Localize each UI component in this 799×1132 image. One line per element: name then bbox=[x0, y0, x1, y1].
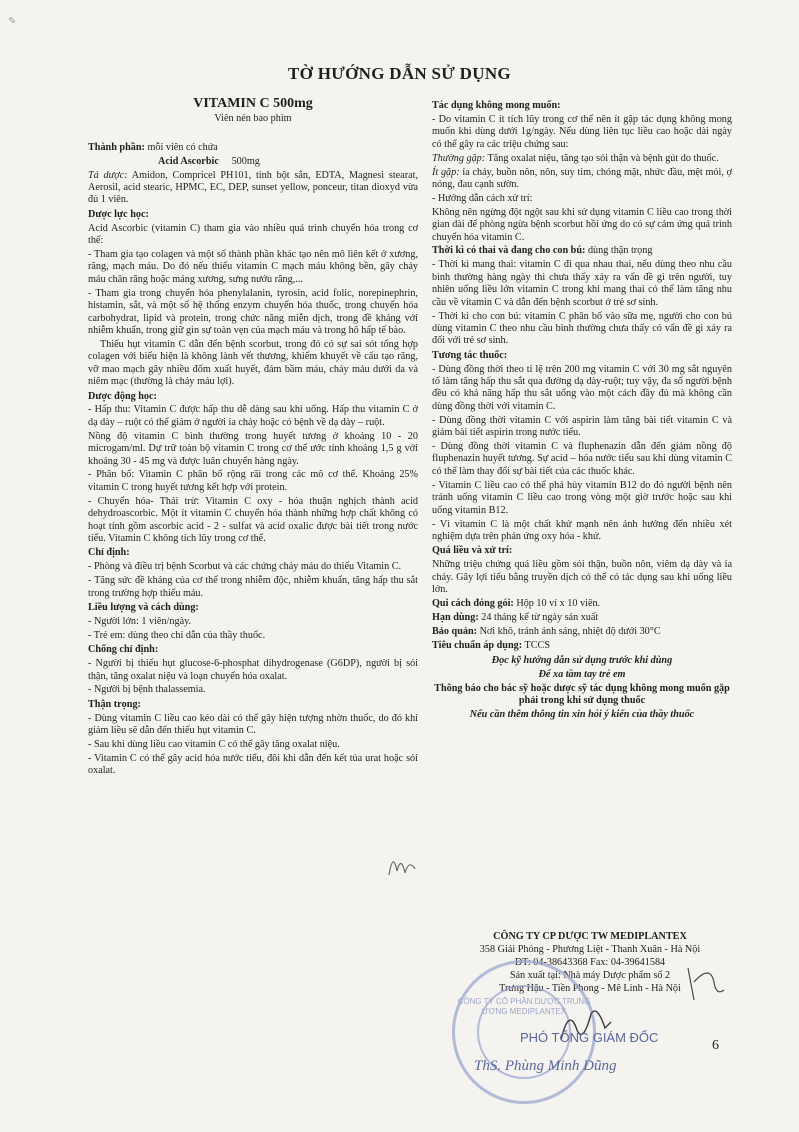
stamp-text: CÔNG TY CỔ PHẦN DƯỢC TRUNG ƯƠNG MEDIPLANTEX bbox=[457, 997, 591, 1016]
interaction-3: - Dùng đồng thời vitamin C và fluphenazin dẫn đến giảm nồng độ fluphenazin huyết tương. Sự acid – hóa nước tiểu sau khi dùng vitamin C có thể làm thay đổi sự bài tiết của các thuốc khác. bbox=[432, 441, 732, 477]
adverse-rare-label: Ít gặp: bbox=[432, 166, 460, 178]
adverse-rare-text: ỉa chảy, buồn nôn, nôn, suy tim, chóng mặt, nhức đầu, mệt mỏi, ợ nóng, đau cạnh sườn. bbox=[432, 166, 732, 190]
excipient-text: Amidon, Compricel PH101, tinh bột sắn, EDTA, Magnesi stearat, Aerosil, acid stearic, HPMC, EC, DEP, sunset yellow, ponceur, titan dioxyd vừa đủ 1 viên. bbox=[88, 169, 419, 206]
pk-paragraph-2: Nồng độ vitamin C bình thường trong huyết tương ở khoảng 10 - 20 microgam/ml. Dự trữ toàn bộ vitamin C trong cơ thể ước tính khoảng 1,5 g với khoảng 30 - 45 mg và được luân chuyển hàng ngày. bbox=[88, 430, 418, 467]
storage-label: Bảo quản: bbox=[432, 625, 478, 637]
initials-signature-left bbox=[385, 845, 425, 885]
pharmacodynamics-heading: Dược lực học: bbox=[88, 208, 149, 220]
active-line bbox=[88, 156, 418, 168]
interaction-1: - Dùng đồng thời theo tỉ lệ trên 200 mg vitamin C với 30 mg sắt nguyên tố làm tăng hấp thu sắt qua đường dạ dày-ruột; tuy vậy, đa số người bệnh đều có khả năng hấp thu sắt uống vào một cách đầy đủ mà không cần dùng đồng thời với vitamin C. bbox=[432, 363, 732, 412]
expiry-label: Hạn dùng: bbox=[432, 611, 479, 623]
document-title: TỜ HƯỚNG DẪN SỬ DỤNG bbox=[288, 64, 511, 83]
pregnancy-heading-line bbox=[432, 245, 732, 257]
product-form: Viên nén bao phim bbox=[214, 113, 292, 125]
pd-paragraph-2: - Tham gia tạo colagen và một số thành phần khác tạo nên mô liên kết ở xương, răng, mạch máu. Do đó nếu thiếu vitamin C mạch máu không bền, gây chảy máu chân răng hoặc mảng xương, sưng nướu răng,... bbox=[88, 249, 418, 285]
excipient-label: Tá dược: bbox=[88, 169, 128, 181]
indication-1: - Phòng và điều trị bệnh Scorbut và các chứng chảy máu do thiếu Vitamin C. bbox=[88, 561, 402, 573]
packaging-line bbox=[432, 598, 732, 610]
pregnancy-heading: Thời kì có thai và đang cho con bú: bbox=[432, 245, 586, 257]
caution-1: - Dùng vitamin C liều cao kéo dài có thể gây hiện tượng nhờn thuốc, do đó khi giảm liều sẽ dẫn đến thiếu hụt vitamin C. bbox=[88, 712, 418, 737]
composition-text: mỗi viên có chứa bbox=[147, 141, 218, 153]
pharmacokinetics-heading: Dược động học: bbox=[88, 390, 157, 402]
caution-heading: Thận trọng: bbox=[88, 698, 141, 710]
pregnancy-2: - Thời kì cho con bú: vitamin C phân bố vào sữa mẹ, người cho con bú dùng vitamin C theo nhu cầu bình thường chưa thấy có vấn đề gì xảy ra đối với trẻ sơ sinh. bbox=[432, 310, 732, 347]
pk-paragraph-3: - Phân bố: Vitamin C phân bố rộng rãi trong các mô cơ thể. Khoảng 25% vitamin C trong huyết tương kết hợp với protein. bbox=[88, 469, 418, 493]
standard-label: Tiêu chuẩn áp dụng: bbox=[432, 639, 523, 651]
company-factory-address: Trưng Hậu - Tiền Phong - Mê Linh - Hà Nội bbox=[499, 983, 681, 994]
standard-line bbox=[432, 640, 732, 652]
caution-3: - Vitamin C có thể gây acid hóa nước tiểu, đôi khi dẫn đến kết tủa urat hoặc sỏi oxalat. bbox=[88, 753, 418, 777]
contraindication-2: - Người bị bệnh thalassemia. bbox=[88, 684, 206, 696]
product-name: VITAMIN C 500mg bbox=[193, 96, 313, 111]
warning-report-effects: Thông báo cho bác sỹ hoặc dược sỹ tác dụng không mong muốn gặp phải trong khi sử dụng thuốc bbox=[434, 682, 730, 707]
pd-paragraph-1: Acid Ascorbic (vitamin C) tham gia vào nhiều quá trình chuyển hóa trong cơ thể: bbox=[88, 222, 418, 247]
adverse-effects-heading: Tác dụng không mong muốn: bbox=[432, 100, 561, 111]
indication-2: - Tăng sức đề kháng của cơ thể trong nhiễm độc, nhiễm khuẩn, tăng hấp thu sắt trong trường hợp thiếu máu. bbox=[88, 575, 418, 599]
adverse-handling-heading: - Hướng dẫn cách xử trí: bbox=[432, 192, 533, 204]
indication-heading: Chỉ định: bbox=[88, 547, 130, 559]
adverse-common-text: Tăng oxalat niệu, tăng tạo sỏi thận và bệnh gút do thuốc. bbox=[487, 152, 719, 164]
interaction-5: - Vì vitamin C là một chất khử mạnh nên ảnh hưởng đến nhiều xét nghiệm dựa trên phản ứng oxy hóa - khử. bbox=[432, 518, 732, 542]
interaction-4: - Vitamin C liều cao có thể phá hủy vitamin B12 do đó người bệnh nên tránh uống vitamin C liều cao trong vòng một giờ trước hoặc sau khi uống vitamin B12. bbox=[432, 479, 732, 516]
pregnancy-heading-tail: dùng thận trọng bbox=[587, 245, 653, 257]
storage-text: Nơi khô, tránh ánh sáng, nhiệt độ dưới 30°C bbox=[479, 625, 661, 637]
warning-read-instructions: Đọc kỹ hướng dẫn sử dụng trước khi dùng bbox=[491, 655, 673, 667]
company-phone: ĐT: 04-38643368 Fax: 04-39641584 bbox=[514, 957, 666, 968]
storage-line bbox=[432, 626, 732, 638]
active-amount: 500mg bbox=[231, 155, 260, 167]
company-address: 358 Giải Phóng - Phương Liệt - Thanh Xuân - Hà Nội bbox=[479, 944, 701, 955]
pd-paragraph-3: - Tham gia trong chuyển hóa phenylalanin, tyrosin, acid folic, norepinephrin, histamin, sắt, và một số hệ thống enzym chuyển hóa thuốc, trong chuyển hóa carbohydrat, lipid và protein, trong chức năng miễn dịch, trong đề kháng với nhiễm khuẩn, trong giữ gìn sự toàn vẹn của mạch máu và trong hô hấp tế bào. bbox=[88, 287, 418, 336]
adverse-rare-line bbox=[432, 167, 732, 192]
adverse-common-line bbox=[432, 153, 732, 165]
adverse-effects-1: - Do vitamin C ít tích lũy trong cơ thể nên ít gặp tác dụng không mong muốn khi dùng dưới 1g/ngày. Nếu dùng liên tục liều cao hoặc dài ngày có thể gây ra các triệu chứng sau: bbox=[432, 113, 732, 150]
expiry-text: 24 tháng kể từ ngày sản xuất bbox=[481, 611, 599, 623]
adverse-common-label: Thường gặp: bbox=[432, 152, 486, 164]
director-title: PHÓ TỔNG GIÁM ĐỐC bbox=[520, 1030, 659, 1045]
excipient-line bbox=[88, 170, 418, 207]
interaction-2: - Dùng đồng thời vitamin C với aspirin làm tăng bài tiết vitamin C và giảm bài tiết aspirin trong nước tiểu. bbox=[432, 414, 732, 439]
dosage-2: - Trẻ em: dùng theo chỉ dẫn của thầy thuốc. bbox=[88, 629, 266, 641]
active-name: Acid Ascorbic bbox=[158, 155, 219, 167]
interaction-heading: Tương tác thuốc: bbox=[432, 349, 508, 361]
overdose-text: Những triệu chứng quá liều gồm sỏi thận, buồn nôn, viêm dạ dày và ỉa chảy. Gây lợi tiểu bằng truyền dịch có thể có tác dụng sau khi uống liều lớn. bbox=[432, 559, 732, 596]
pk-paragraph-1: - Hấp thu: Vitamin C được hấp thu dễ dàng sau khi uống. Hấp thu vitamin C ở dạ dày – ruột có thể giảm ở người ỉa chảy hoặc có bệnh về dạ dày – ruột. bbox=[88, 404, 418, 428]
page-number: 6 bbox=[712, 1038, 719, 1053]
dosage-1: - Người lớn: 1 viên/ngày. bbox=[88, 615, 192, 627]
company-name: CÔNG TY CP DƯỢC TW MEDIPLANTEX bbox=[493, 931, 687, 942]
overdose-heading: Quá liều và xử trí: bbox=[432, 545, 513, 557]
warning-ask-doctor: Nếu cần thêm thông tin xin hỏi ý kiến của thầy thuốc bbox=[469, 709, 695, 721]
pregnancy-1: - Thời kì mang thai: vitamin C đi qua nhau thai, nếu dùng theo nhu cầu bình thường hàng ngày thì chưa thấy xảy ra vấn đề gì trên người, tuy nhiên uống liều lớn vitamin C trong khi mang thai có thể làm tăng nhu cầu về vitamin C và dẫn đến bệnh scorbut ở trẻ sơ sinh. bbox=[432, 259, 732, 308]
adverse-handling-text: Không nên ngừng đột ngột sau khi sử dụng vitamin C liều cao trong thời gian dài để phòng ngừa bệnh scorbut hồi ứng do có sự cảm ứng quá trình chuyển hóa vitamin C. bbox=[432, 206, 732, 243]
left-column bbox=[88, 98, 418, 779]
corner-scan-mark: ✎ bbox=[8, 16, 17, 27]
pk-paragraph-4: - Chuyển hóa- Thải trừ: Vitamin C oxy - hóa thuận nghịch thành acid dehydroascorbic. Một ít vitamin C chuyển hóa thành những hợp chất không có hoạt tính gồm ascorbic acid - 2 - sulfat và acid oxalic được bài tiết trong nước tiểu. Vitamin C không tích lũy trong cơ thể. bbox=[88, 495, 418, 544]
dosage-heading: Liều lượng và cách dùng: bbox=[88, 602, 199, 614]
company-factory: Sản xuất tại: Nhà máy Dược phẩm số 2 bbox=[509, 970, 671, 981]
packaging-label: Qui cách đóng gói: bbox=[432, 597, 514, 609]
director-name: ThS. Phùng Minh Dũng bbox=[474, 1058, 617, 1074]
right-column bbox=[432, 98, 732, 723]
caution-2: - Sau khi dùng liều cao vitamin C có thể gây tăng oxalat niệu. bbox=[88, 739, 340, 751]
warning-keep-away: Để xa tầm tay trẻ em bbox=[538, 668, 626, 680]
packaging-text: Hộp 10 vỉ x 10 viên. bbox=[516, 597, 601, 609]
standard-text: TCCS bbox=[524, 639, 550, 651]
initials-signature-right bbox=[680, 960, 730, 1010]
composition-line bbox=[88, 142, 418, 154]
contraindication-heading: Chống chỉ định: bbox=[88, 644, 159, 656]
contraindication-1: - Người bị thiếu hụt glucose-6-phosphat dihydrogenase (G6DP), người bị sỏi thận, tăng oxalat niệu và loạn chuyển hóa oxalat. bbox=[88, 658, 418, 682]
composition-label: Thành phần: bbox=[88, 141, 145, 153]
expiry-line bbox=[432, 612, 732, 624]
pd-paragraph-4: Thiếu hụt vitamin C dẫn đến bệnh scorbut, trong đó có sự sai sót tổng hợp colagen với biểu hiện là không lành vết thương, khiếm khuyết về cấu tạo răng, vỡ mao mạch gây nhiều đốm xuất huyết, đám bầm máu, chảy máu dưới da và niêm mạc (thường là chảy máu lợi). bbox=[88, 338, 418, 388]
